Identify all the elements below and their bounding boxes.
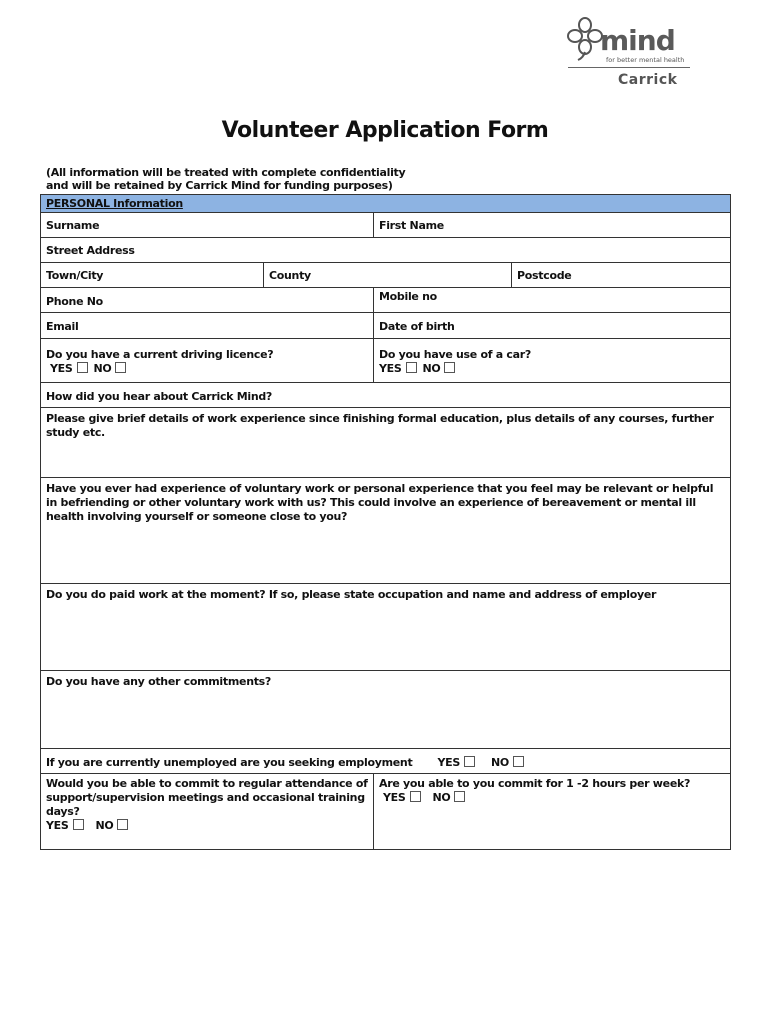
first-name-field[interactable] [374, 213, 730, 237]
paid-work-question: Do you do paid work at the moment? If so, please state occupation and name and address of employer [46, 588, 657, 601]
postcode-label: Postcode [517, 269, 572, 282]
county-label: County [269, 269, 311, 282]
commitments-row [41, 671, 730, 749]
car-no-checkbox[interactable] [444, 362, 455, 373]
driving-question: Do you have a current driving licence? [46, 348, 274, 361]
attendance-cell [41, 774, 374, 850]
surname-field[interactable] [41, 213, 374, 237]
logo-word: mind [600, 24, 675, 57]
dob-label: Date of birth [379, 320, 455, 333]
unemployed-cell [41, 749, 730, 773]
phone-row [41, 288, 730, 313]
street-address-label: Street Address [46, 244, 135, 257]
page-title: Volunteer Application Form [221, 118, 549, 143]
car-yes-checkbox[interactable] [406, 362, 417, 373]
surname-label: Surname [46, 219, 100, 232]
attendance-no-label: NO [95, 819, 114, 832]
first-name-label: First Name [379, 219, 444, 232]
commitments-question: Do you have any other commitments? [46, 675, 272, 688]
unemployed-no-label: NO [490, 756, 509, 769]
unemployed-row [41, 749, 730, 774]
mobile-field[interactable] [374, 288, 730, 312]
attendance-question: Would you be able to commit to regular attendance of support/supervision meetings and occasional training days? [46, 777, 368, 818]
unemployed-no-checkbox[interactable] [513, 756, 524, 767]
email-row [41, 313, 730, 339]
county-field[interactable] [264, 263, 512, 287]
car-no-label: NO [422, 362, 441, 375]
hear-question: How did you hear about Carrick Mind? [46, 390, 273, 403]
unemployed-yes-label: YES [437, 756, 460, 769]
driving-yes-label: YES [50, 362, 73, 375]
intro-text: (All information will be treated with complete confidentiality and will be retained by Carrick Mind for funding purposes) [46, 166, 406, 192]
hours-question: Are you able to you commit for 1 -2 hours per week? [379, 777, 691, 790]
town-row [41, 263, 730, 288]
logo-tagline: for better mental health [606, 56, 685, 64]
email-field[interactable] [41, 313, 374, 338]
town-field[interactable] [41, 263, 264, 287]
section-header-label: PERSONAL Information [46, 197, 183, 210]
phone-label: Phone No [46, 295, 103, 308]
driving-cell [41, 339, 374, 382]
dob-field[interactable] [374, 313, 730, 338]
paid-work-row [41, 584, 730, 671]
logo-divider [568, 67, 690, 68]
name-row [41, 213, 730, 238]
work-experience-field[interactable] [41, 408, 730, 477]
car-question: Do you have use of a car? [379, 348, 531, 361]
section-header [41, 195, 730, 213]
work-experience-question: Please give brief details of work experience since finishing formal education, plus details of any courses, further study etc. [46, 412, 714, 439]
paid-work-field[interactable] [41, 584, 730, 670]
phone-field[interactable] [41, 288, 374, 312]
street-address-field[interactable] [41, 238, 730, 262]
postcode-field[interactable] [512, 263, 730, 287]
voluntary-question: Have you ever had experience of voluntary work or personal experience that you feel may be relevant or helpful in befriending or other voluntary work with us? This could involve an experience of bereavement or mental ill health involving yourself or someone close to you? [46, 482, 714, 523]
driving-row [41, 339, 730, 383]
availability-row [41, 774, 730, 850]
car-yes-label: YES [379, 362, 402, 375]
street-row [41, 238, 730, 263]
hours-no-label: NO [432, 791, 451, 804]
hours-no-checkbox[interactable] [454, 791, 465, 802]
carrick-mind-logo [560, 12, 700, 90]
unemployed-question: If you are currently unemployed are you seeking employment [46, 756, 413, 769]
application-form [40, 194, 731, 850]
hear-row [41, 383, 730, 408]
unemployed-yes-checkbox[interactable] [464, 756, 475, 767]
driving-no-label: NO [93, 362, 112, 375]
commitments-field[interactable] [41, 671, 730, 748]
voluntary-row [41, 478, 730, 584]
attendance-yes-label: YES [46, 819, 69, 832]
mobile-label: Mobile no [379, 290, 437, 303]
logo-subtitle: Carrick [618, 72, 678, 88]
attendance-no-checkbox[interactable] [117, 819, 128, 830]
email-label: Email [46, 320, 79, 333]
driving-yes-checkbox[interactable] [77, 362, 88, 373]
work-experience-row [41, 408, 730, 478]
driving-no-checkbox[interactable] [115, 362, 126, 373]
voluntary-field[interactable] [41, 478, 730, 583]
hours-yes-label: YES [383, 791, 406, 804]
mind-logo-icon [566, 16, 604, 62]
car-cell [374, 339, 730, 382]
town-label: Town/City [46, 269, 104, 282]
hours-yes-checkbox[interactable] [410, 791, 421, 802]
hours-cell [374, 774, 730, 850]
attendance-yes-checkbox[interactable] [73, 819, 84, 830]
hear-field[interactable] [41, 383, 730, 407]
